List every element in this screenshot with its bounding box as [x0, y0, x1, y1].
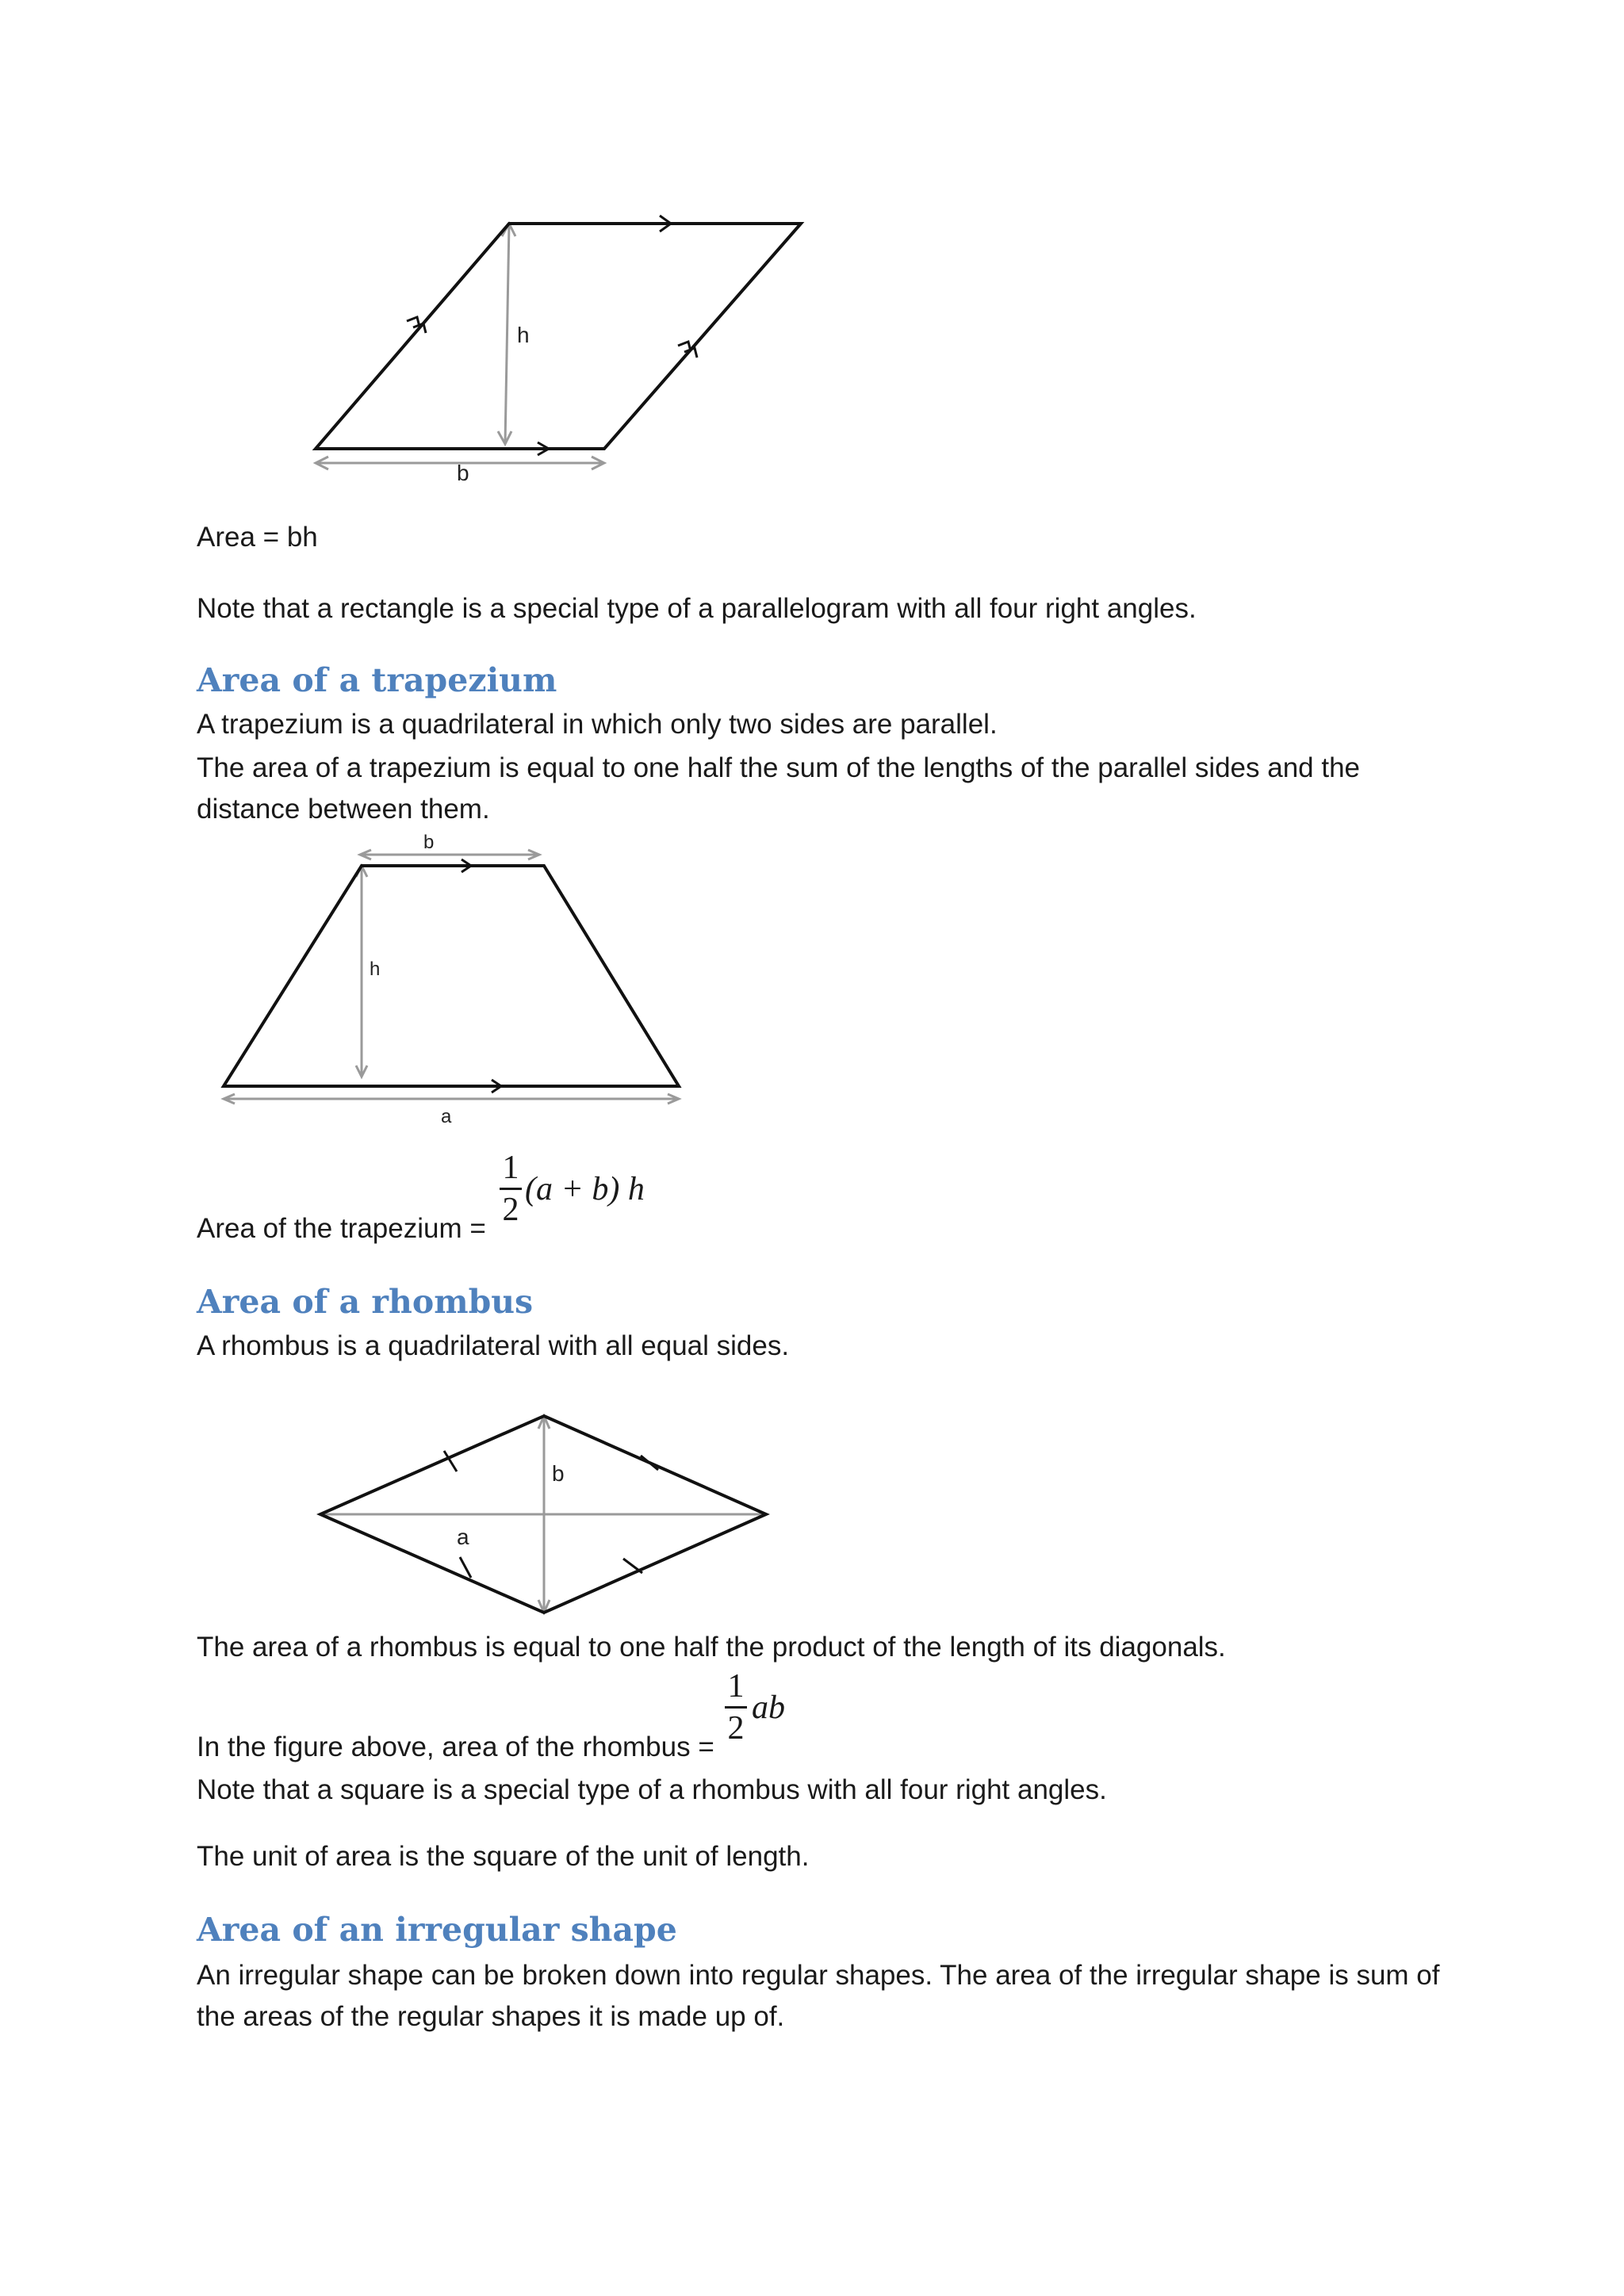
- rhombus-heading: Area of a rhombus: [197, 1283, 534, 1321]
- trapezium-area-label: Area of the trapezium =: [197, 1213, 486, 1244]
- parallelogram-height-line: [505, 224, 509, 444]
- trapezium-figure: [214, 832, 690, 1126]
- rhombus-area-label: In the figure above, area of the rhombus =: [197, 1732, 714, 1762]
- rectangle-note: Note that a rectangle is a special type of a parallelogram with all four right angles.: [197, 593, 1197, 624]
- trapezium-formula-expression: (a + b) h: [525, 1171, 645, 1207]
- unit-of-area-note: The unit of area is the square of the unit of length.: [197, 1841, 810, 1872]
- parallelogram-height-label: h: [517, 323, 530, 347]
- rhombus-b-label: b: [552, 1461, 565, 1486]
- irregular-line2: the areas of the regular shapes it is made up of.: [197, 2001, 785, 2032]
- trapezium-height-label: h: [370, 959, 381, 980]
- rhombus-formula-denominator: 2: [727, 1710, 745, 1747]
- parallelogram-shape: [316, 224, 801, 449]
- trapezium-definition: A trapezium is a quadrilateral in which only two sides are parallel.: [197, 709, 998, 740]
- trapezium-description-line1: The area of a trapezium is equal to one half the sum of the lengths of the parallel sides and the: [197, 752, 1361, 783]
- rhombus-figure: [309, 1403, 785, 1625]
- rhombus-area-formula: [722, 1668, 848, 1755]
- irregular-heading: Area of an irregular shape: [197, 1911, 677, 1949]
- rhombus-formula-numerator: 1: [727, 1668, 745, 1705]
- rhombus-description: The area of a rhombus is equal to one half the product of the length of its diagonals.: [197, 1632, 1226, 1663]
- trapezium-shape: [224, 866, 679, 1086]
- rhombus-definition: A rhombus is a quadrilateral with all equal sides.: [197, 1330, 790, 1361]
- trapezium-heading: Area of a trapezium: [197, 661, 557, 699]
- irregular-line1: An irregular shape can be broken down into regular shapes. The area of the irregular shape is sum of: [197, 1960, 1440, 1991]
- parallelogram-area-formula: Area = bh: [197, 522, 318, 553]
- parallelogram-figure: [301, 206, 825, 499]
- square-note: Note that a square is a special type of a rhombus with all four right angles.: [197, 1774, 1107, 1805]
- rhombus-a-label: a: [457, 1525, 469, 1549]
- trapezium-description-line2: distance between them.: [197, 794, 490, 825]
- trapezium-area-formula: [496, 1150, 655, 1237]
- trapezium-formula-numerator: 1: [502, 1150, 519, 1186]
- rhombus-formula-expression: ab: [752, 1689, 785, 1726]
- parallelogram-base-label: b: [457, 461, 469, 485]
- trapezium-bottom-label: a: [441, 1106, 452, 1126]
- trapezium-top-label: b: [423, 832, 435, 853]
- trapezium-formula-denominator: 2: [502, 1192, 519, 1228]
